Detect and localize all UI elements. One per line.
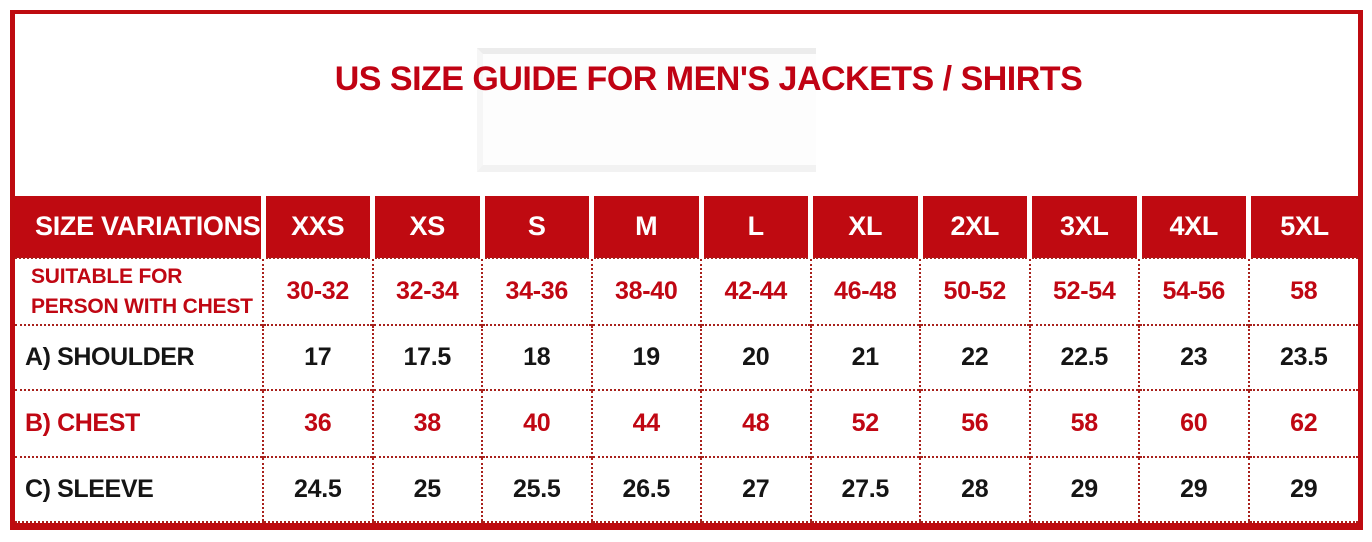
value-cell: 23 <box>1139 325 1249 390</box>
table-row <box>15 457 1358 522</box>
table-row <box>15 390 1358 457</box>
value-cell: 20 <box>701 325 811 390</box>
value-cell: 23.5 <box>1249 325 1359 390</box>
value-cell: 34-36 <box>482 258 592 325</box>
header-cell-size: 5XL <box>1249 196 1359 258</box>
header-cell-size: XXS <box>263 196 373 258</box>
value-cell: 29 <box>1249 457 1359 522</box>
value-cell: 46-48 <box>811 258 921 325</box>
value-cell: 25.5 <box>482 457 592 522</box>
value-cell: 38 <box>373 390 483 457</box>
size-table-body <box>15 258 1358 522</box>
value-cell: 27.5 <box>811 457 921 522</box>
value-cell: 32-34 <box>373 258 483 325</box>
value-cell: 40 <box>482 390 592 457</box>
value-cell: 52-54 <box>1030 258 1140 325</box>
header-cell-size: XS <box>373 196 483 258</box>
value-cell: 21 <box>811 325 921 390</box>
value-cell: 62 <box>1249 390 1359 457</box>
value-cell: 58 <box>1030 390 1140 457</box>
row-label-cell: SUITABLE FOR PERSON WITH CHEST <box>15 258 263 325</box>
value-cell: 17 <box>263 325 373 390</box>
value-cell: 54-56 <box>1139 258 1249 325</box>
value-cell: 29 <box>1139 457 1249 522</box>
size-table-container <box>15 196 1358 523</box>
value-cell: 26.5 <box>592 457 702 522</box>
header-cell-size: 2XL <box>920 196 1030 258</box>
value-cell: 50-52 <box>920 258 1030 325</box>
value-cell: 29 <box>1030 457 1140 522</box>
header-cell-size: L <box>701 196 811 258</box>
row-label-cell: B) CHEST <box>15 390 263 457</box>
header-cell-size: XL <box>811 196 921 258</box>
value-cell: 42-44 <box>701 258 811 325</box>
value-cell: 27 <box>701 457 811 522</box>
value-cell: 36 <box>263 390 373 457</box>
value-cell: 19 <box>592 325 702 390</box>
value-cell: 17.5 <box>373 325 483 390</box>
header-cell-size-variations: SIZE VARIATIONS <box>15 196 263 258</box>
value-cell: 44 <box>592 390 702 457</box>
value-cell: 48 <box>701 390 811 457</box>
value-cell: 22 <box>920 325 1030 390</box>
header-cell-size: 3XL <box>1030 196 1140 258</box>
value-cell: 52 <box>811 390 921 457</box>
size-table-header <box>15 196 1358 258</box>
header-cell-size: 4XL <box>1139 196 1249 258</box>
page-title: US SIZE GUIDE FOR MEN'S JACKETS / SHIRTS <box>334 60 1083 98</box>
value-cell: 28 <box>920 457 1030 522</box>
value-cell: 60 <box>1139 390 1249 457</box>
value-cell: 22.5 <box>1030 325 1140 390</box>
value-cell: 25 <box>373 457 483 522</box>
header-cell-size: S <box>482 196 592 258</box>
row-label-cell: C) SLEEVE <box>15 457 263 522</box>
row-label-cell: A) SHOULDER <box>15 325 263 390</box>
table-row <box>15 325 1358 390</box>
value-cell: 38-40 <box>592 258 702 325</box>
size-guide-frame <box>10 10 1363 530</box>
table-row <box>15 258 1358 325</box>
value-cell: 24.5 <box>263 457 373 522</box>
value-cell: 56 <box>920 390 1030 457</box>
value-cell: 18 <box>482 325 592 390</box>
value-cell: 58 <box>1249 258 1359 325</box>
header-cell-size: M <box>592 196 702 258</box>
size-table <box>15 196 1358 523</box>
header-row <box>15 196 1358 258</box>
value-cell: 30-32 <box>263 258 373 325</box>
